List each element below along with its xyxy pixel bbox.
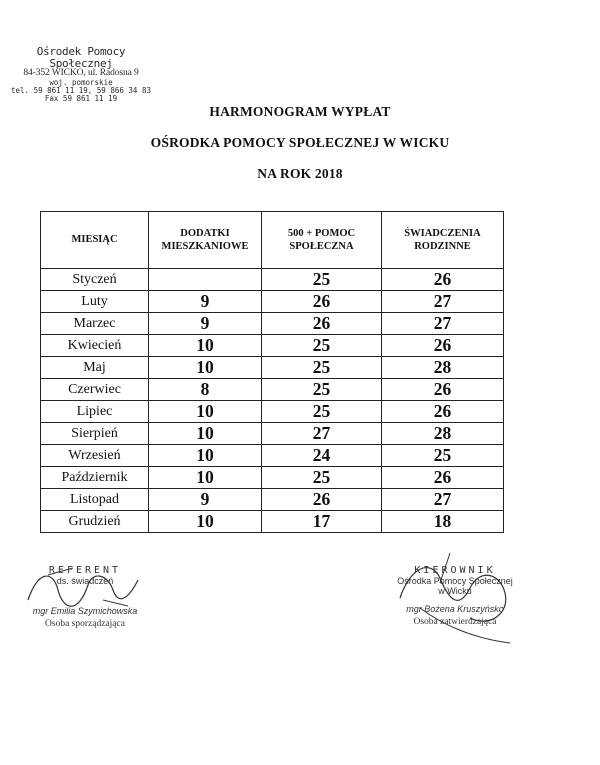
stamp-address: 84-352 WICKO, ul. Radosna 9 [23,68,139,79]
family-cell: 27 [382,489,504,511]
housing-cell: 10 [149,357,262,379]
left-handwritten-signature [18,560,158,620]
table-row [41,423,504,445]
table-row [41,291,504,313]
column-header-housing [149,212,262,269]
housing-cell: 10 [149,335,262,357]
month-cell: Grudzień [41,511,149,533]
right-signer-name: mgr Bożena Kruszyńsko [406,604,504,614]
column-header-family [382,212,504,269]
month-cell: Styczeń [41,269,149,291]
p500-cell: 27 [262,423,382,445]
p500-cell: 25 [262,379,382,401]
table-row [41,401,504,423]
housing-cell [149,269,262,291]
office-stamp [6,46,156,103]
column-header-500plus-text: 500 + POMOC SPOŁECZNA [287,227,356,252]
month-cell: Wrzesień [41,445,149,467]
family-cell: 25 [382,445,504,467]
p500-cell: 26 [262,489,382,511]
right-signer-role: Osoba zatwierdzająca [413,617,497,627]
housing-cell: 8 [149,379,262,401]
p500-cell: 25 [262,269,382,291]
column-header-500plus [262,212,382,269]
table-row [41,269,504,291]
family-cell: 27 [382,291,504,313]
month-cell: Marzec [41,313,149,335]
right-handwritten-signature [380,548,530,648]
month-cell: Kwiecień [41,335,149,357]
housing-cell: 10 [149,401,262,423]
family-cell: 26 [382,269,504,291]
table-row [41,357,504,379]
table-header-row [41,212,504,269]
left-signer-role: Osoba sporządzająca [45,619,125,629]
month-cell: Sierpień [41,423,149,445]
stamp-org-name: Ośrodek Pomocy Społecznej [36,45,126,70]
housing-cell: 9 [149,489,262,511]
family-cell: 28 [382,423,504,445]
payment-schedule-table [40,211,504,533]
family-cell: 26 [382,467,504,489]
document-year: NA ROK 2018 [257,166,343,181]
column-header-family-text: ŚWIADCZENIA RODZINNE [404,227,481,252]
p500-cell: 25 [262,357,382,379]
p500-cell: 25 [262,467,382,489]
family-cell: 28 [382,357,504,379]
document-subtitle: OŚRODKA POMOCY SPOŁECZNEJ W WICKU [150,135,450,150]
housing-cell: 10 [149,423,262,445]
left-signer-name: mgr Emilia Szymichowska [32,606,138,616]
table-row [41,467,504,489]
family-cell: 26 [382,401,504,423]
month-cell: Październik [41,467,149,489]
table-row [41,313,504,335]
stamp-fax: Fax 59 861 11 19 [44,93,118,103]
left-stamp-sub: ds. świadczeń [56,576,114,586]
family-cell: 26 [382,335,504,357]
table-row [41,511,504,533]
p500-cell: 24 [262,445,382,467]
right-stamp-title: KIEROWNIK [414,565,496,576]
table-row [41,445,504,467]
left-stamp-title: REFERENT [48,565,122,576]
month-cell: Maj [41,357,149,379]
housing-cell: 9 [149,291,262,313]
month-cell: Listopad [41,489,149,511]
right-stamp-sub: Ośrodka Pomocy Społecznej [397,576,513,586]
stamp-region: woj. pomorskie [49,78,113,88]
family-cell: 27 [382,313,504,335]
p500-cell: 25 [262,335,382,357]
month-cell: Czerwiec [41,379,149,401]
p500-cell: 26 [262,313,382,335]
column-header-housing-text: DODATKI MIESZKANIOWE [161,227,249,252]
column-header-month: MIESIĄC [41,212,149,269]
housing-cell: 9 [149,313,262,335]
right-stamp-sub2: w Wicku [438,586,472,596]
family-cell: 26 [382,379,504,401]
p500-cell: 25 [262,401,382,423]
p500-cell: 26 [262,291,382,313]
document-title: HARMONOGRAM WYPŁAT [209,104,391,119]
family-cell: 18 [382,511,504,533]
stamp-phone: tel. 59 861 11 19, 59 866 34 83 [11,85,151,95]
housing-cell: 10 [149,467,262,489]
table-row [41,489,504,511]
p500-cell: 17 [262,511,382,533]
table-row [41,379,504,401]
housing-cell: 10 [149,445,262,467]
housing-cell: 10 [149,511,262,533]
month-cell: Lipiec [41,401,149,423]
table-row [41,335,504,357]
month-cell: Luty [41,291,149,313]
